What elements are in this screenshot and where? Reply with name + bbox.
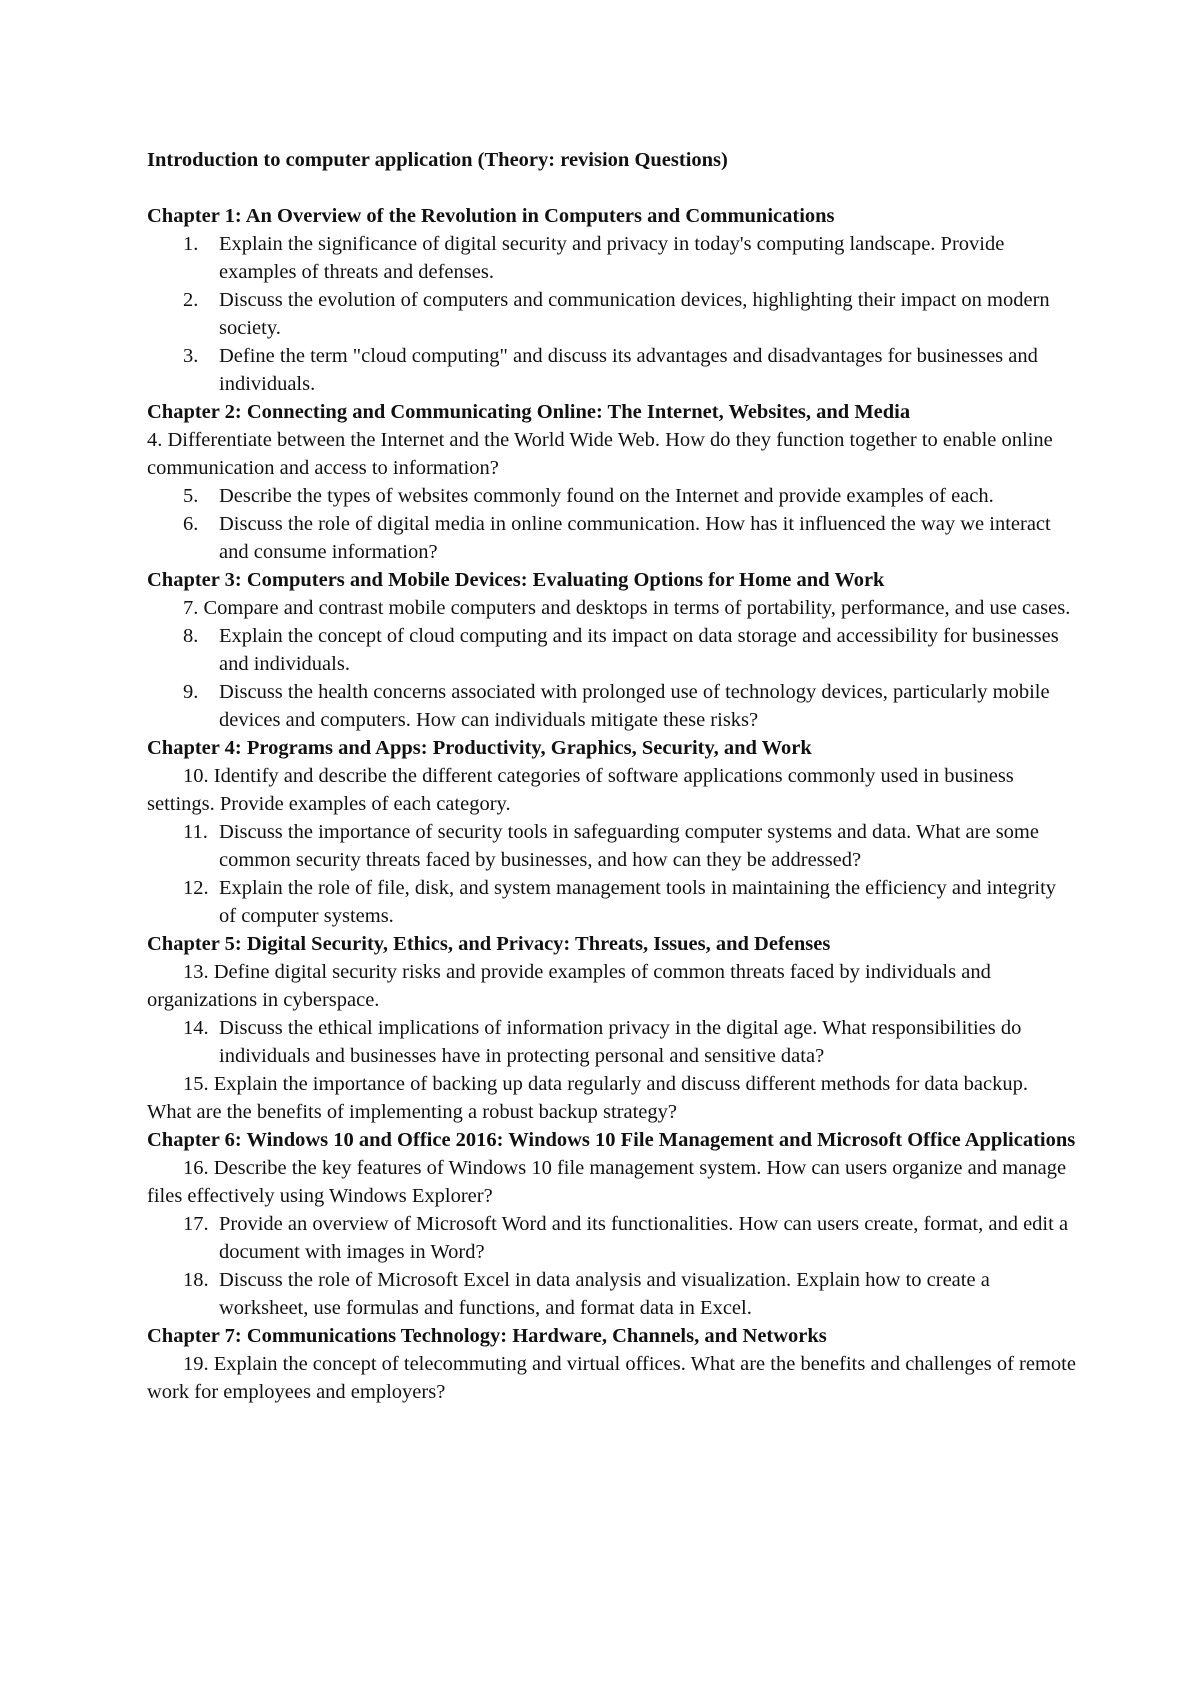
question-3	[147, 342, 1077, 398]
question-8-text: Explain the concept of cloud computing and its impact on data storage and accessibility for businesses and individuals.	[219, 625, 1059, 675]
question-12-text: Explain the role of file, disk, and system management tools in maintaining the efficiency and integrity of computer systems.	[219, 877, 1057, 927]
question-8	[147, 622, 1077, 678]
document-title: Introduction to computer application (Theory: revision Questions)	[147, 149, 728, 171]
document-page	[147, 146, 1077, 1406]
question-4: 4. Differentiate between the Internet and the World Wide Web. How do they function together to enable online communication and access to information?	[147, 429, 1053, 479]
question-18-text: Discuss the role of Microsoft Excel in data analysis and visualization. Explain how to create a worksheet, use formulas and functions, and format data in Excel.	[219, 1269, 990, 1319]
question-11-text: Discuss the importance of security tools in safeguarding computer systems and data. What are some common security threats faced by businesses, and how can they be addressed?	[219, 821, 1039, 871]
question-12-number: 12.	[183, 877, 209, 899]
question-8-number: 8.	[183, 625, 199, 647]
question-17-number: 17.	[183, 1213, 209, 1235]
chapter-5-heading: Chapter 5: Digital Security, Ethics, and Privacy: Threats, Issues, and Defenses	[147, 933, 831, 955]
question-2-number: 2.	[183, 289, 199, 311]
question-14-text: Discuss the ethical implications of information privacy in the digital age. What responsibilities do individuals and businesses have in protecting personal and sensitive data?	[219, 1017, 1022, 1067]
question-2-text: Discuss the evolution of computers and communication devices, highlighting their impact on modern society.	[219, 289, 1050, 339]
question-3-number: 3.	[183, 345, 199, 367]
question-3-text: Define the term "cloud computing" and discuss its advantages and disadvantages for businesses and individuals.	[219, 345, 1038, 395]
question-1	[147, 230, 1077, 286]
question-2	[147, 286, 1077, 342]
question-14-number: 14.	[183, 1017, 209, 1039]
question-1-number: 1.	[183, 233, 199, 255]
question-9	[147, 678, 1077, 734]
question-19: 19. Explain the concept of telecommuting and virtual offices. What are the benefits and challenges of remote work for employees and employers?	[147, 1353, 1076, 1403]
question-11-number: 11.	[183, 821, 208, 843]
question-17	[147, 1210, 1077, 1266]
chapter-4-heading: Chapter 4: Programs and Apps: Productivity, Graphics, Security, and Work	[147, 737, 812, 759]
question-1-text: Explain the significance of digital security and privacy in today's computing landscape. Provide examples of threats and defenses.	[219, 233, 1005, 283]
question-16: 16. Describe the key features of Windows 10 file management system. How can users organize and manage files effectively using Windows Explorer?	[147, 1157, 1067, 1207]
question-14	[147, 1014, 1077, 1070]
question-11	[147, 818, 1077, 874]
chapter-2-heading: Chapter 2: Connecting and Communicating Online: The Internet, Websites, and Media	[147, 401, 911, 423]
question-6-number: 6.	[183, 513, 199, 535]
question-18	[147, 1266, 1077, 1322]
question-10: 10. Identify and describe the different categories of software applications commonly used in business settings. Provide examples of each category.	[147, 765, 1014, 815]
chapter-6-heading: Chapter 6: Windows 10 and Office 2016: Windows 10 File Management and Microsoft Office Applications	[147, 1129, 1076, 1151]
question-5-text: Describe the types of websites commonly found on the Internet and provide examples of each.	[219, 485, 994, 507]
question-6-text: Discuss the role of digital media in online communication. How has it influenced the way we interact and consume information?	[219, 513, 1051, 563]
question-6	[147, 510, 1077, 566]
chapter-3-heading: Chapter 3: Computers and Mobile Devices: Evaluating Options for Home and Work	[147, 569, 885, 591]
question-18-number: 18.	[183, 1269, 209, 1291]
question-5	[147, 482, 1077, 510]
question-7: 7. Compare and contrast mobile computers and desktops in terms of portability, performance, and use cases.	[183, 597, 1071, 619]
question-9-number: 9.	[183, 681, 199, 703]
chapter-1-heading: Chapter 1: An Overview of the Revolution in Computers and Communications	[147, 205, 835, 227]
question-13: 13. Define digital security risks and provide examples of common threats faced by individuals and organizations in cyberspace.	[147, 961, 991, 1011]
chapter-7-heading: Chapter 7: Communications Technology: Hardware, Channels, and Networks	[147, 1325, 827, 1347]
question-9-text: Discuss the health concerns associated with prolonged use of technology devices, particularly mobile devices and computers. How can individuals mitigate these risks?	[219, 681, 1050, 731]
question-15: 15. Explain the importance of backing up data regularly and discuss different methods for data backup. What are the benefits of implementing a robust backup strategy?	[147, 1073, 1028, 1123]
question-5-number: 5.	[183, 485, 199, 507]
question-17-text: Provide an overview of Microsoft Word and its functionalities. How can users create, format, and edit a document with images in Word?	[219, 1213, 1069, 1263]
question-12	[147, 874, 1077, 930]
